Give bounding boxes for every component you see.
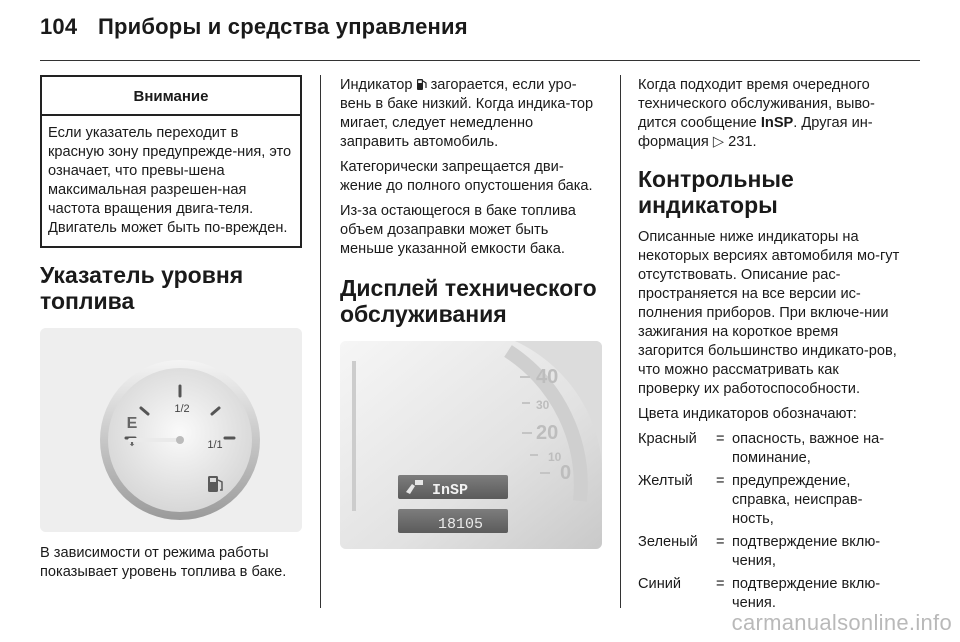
color-eq: = [716, 534, 725, 550]
gauge-empty-label: E [126, 415, 138, 432]
gauge-full-label: 1/1 [207, 439, 223, 451]
fuel-gauge-caption: В зависимости от режима работы показывает уровень топлива в баке. [40, 545, 287, 580]
color-desc: предупреждение, справка, неисправ-ность, [732, 473, 863, 527]
table-row [638, 472, 904, 533]
color-eq: = [716, 431, 725, 447]
header-divider [40, 60, 920, 61]
color-name: Желтый [638, 473, 693, 489]
gauge-half-label: 1/2 [174, 403, 190, 415]
service-text-b: . Другая ин-формация [638, 115, 873, 150]
low-fuel-text-b: загорается, если уро-вень в баке низкий. Когда индика-тор мигает, следует немедленно заправить автомобиль. [340, 77, 594, 150]
speed-tick-label: 0 [560, 462, 572, 484]
refill-paragraph: Из-за остающегося в баке топлива объем дозаправки может быть меньше указанной емкости бака. [340, 203, 576, 257]
insp-message: InSP [432, 482, 469, 499]
column-3 [638, 76, 904, 617]
gauge-empty-arrow: ⬍ [128, 438, 136, 448]
speed-tick-label: 30 [536, 398, 550, 412]
speed-tick-label: 10 [548, 450, 562, 464]
indicators-paragraph: Описанные ниже индикаторы на некоторых версиях автомобиля мо-гут отсутствовать. Описание рас-пространяется на все версии ис-полнения приборов. При включе-нии зажигания на короткое время загорится большинство индикато-ров, что можно рассматривать как проверку их работоспособности. [638, 229, 900, 397]
color-name: Зеленый [638, 534, 698, 550]
fuel-gauge-illustration [40, 328, 302, 532]
table-row [638, 430, 904, 472]
color-name: Синий [638, 576, 682, 592]
page-number: 104 [40, 14, 78, 39]
service-display-heading: Дисплей технического обслуживания [340, 275, 597, 327]
page-header [40, 14, 468, 40]
low-fuel-text-a: Индикатор [340, 77, 413, 93]
column-divider-2 [620, 75, 621, 608]
service-display-figure [340, 341, 602, 549]
odometer-value: 18105 [438, 516, 484, 533]
gauge-hub [176, 436, 184, 444]
speed-tick-label: 40 [536, 366, 559, 388]
service-message-paragraph [638, 76, 904, 152]
color-desc: подтверждение вклю-чения, [732, 534, 881, 569]
watermark: carmanualsonline.info [731, 610, 952, 635]
color-desc: опасность, важное на-поминание, [732, 431, 885, 466]
warning-text: Если указатель переходит в красную зону предупрежде-ния, это означает, что превы-шена максимальная разрешен-ная частота вращения двига-теля. Двигатель может быть по-врежден. [48, 125, 292, 236]
service-text-a: Когда подходит время очередного технического обслуживания, выво-дится сообщение [638, 77, 875, 131]
warning-title: Внимание [42, 77, 300, 116]
indicator-colors-table [638, 430, 904, 617]
warning-box [40, 75, 302, 248]
page-title: Приборы и средства управления [98, 14, 468, 39]
color-eq: = [716, 473, 725, 489]
insp-term: InSP [760, 115, 794, 131]
column-2 [340, 76, 604, 549]
page-reference[interactable]: 231. [728, 134, 757, 150]
low-fuel-paragraph [340, 76, 604, 152]
colors-intro: Цвета индикаторов обозначают: [638, 406, 857, 422]
fuel-gauge-heading: Указатель уровня топлива [40, 262, 244, 314]
color-desc: подтверждение вклю-чения. [732, 576, 881, 611]
fuel-gauge-figure [40, 328, 302, 532]
fuel-pump-icon [417, 78, 427, 91]
column-divider-1 [320, 75, 321, 608]
color-eq: = [716, 576, 725, 592]
indicators-heading: Контрольные индикаторы [638, 166, 794, 218]
color-name: Красный [638, 431, 697, 447]
speed-tick-label: 20 [536, 422, 559, 444]
page-reference-icon: ▷ [712, 134, 725, 150]
table-row [638, 533, 904, 575]
service-display-illustration [340, 341, 602, 549]
empty-tank-paragraph: Категорически запрещается дви-жение до полного опустошения бака. [340, 159, 593, 194]
column-1 [40, 75, 302, 588]
